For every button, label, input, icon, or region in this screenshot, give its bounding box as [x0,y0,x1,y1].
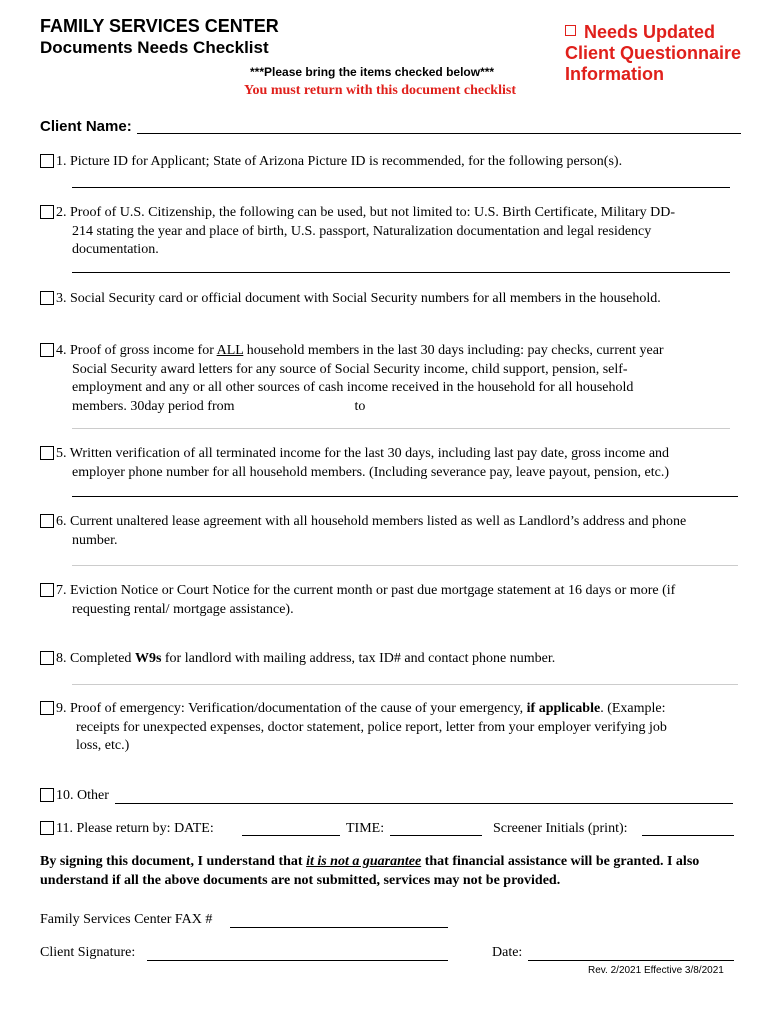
item-5-checkbox[interactable] [40,446,54,460]
needs-updated-line3: Information [565,64,664,84]
divider-6 [72,565,738,566]
signature-field[interactable] [147,960,448,961]
item-9-if-applicable: if applicable [526,701,601,716]
item-4-checkbox[interactable] [40,343,54,357]
item-5-line2: employer phone number for all household members. (Including severance pay, leave payout, pension, etc.) [72,464,670,480]
item-11-time-label: TIME: [346,821,385,836]
item-9-prefix: 9. Proof of emergency: Verification/documentation of the cause of your emergency, [56,701,527,716]
item-1-persons-field[interactable] [72,187,730,188]
item-3-checkbox[interactable] [40,291,54,305]
date-label: Date: [492,945,523,960]
item-11-screener-label: Screener Initials (print): [493,821,628,836]
item-7-line2: requesting rental/ mortgage assistance). [72,601,294,617]
needs-updated-checkbox[interactable] [565,25,576,36]
item-2-field[interactable] [72,272,730,273]
needs-updated-line1: Needs Updated [584,22,716,42]
item-6-checkbox[interactable] [40,514,54,528]
item-2-line3: documentation. [72,242,159,257]
item-9-suffix: . (Example: [600,701,666,716]
item-6-line2: number. [72,532,118,548]
divider-4 [72,428,730,429]
item-1-checkbox[interactable] [40,154,54,168]
return-date-field[interactable] [242,835,340,836]
item-8-suffix: for landlord with mailing address, tax ID# and contact phone number. [161,651,556,666]
bring-note: ***Please bring the items checked below*** [250,65,495,79]
item-2-line2: 214 stating the year and place of birth, U.S. passport, Naturalization documentation and legal residency [72,223,652,239]
item-2-checkbox[interactable] [40,205,54,219]
item-7-checkbox[interactable] [40,583,54,597]
item-11-label: 11. Please return by: DATE: [56,821,214,836]
item-8-w9s: W9s [134,651,162,666]
fax-field[interactable] [230,927,448,928]
item-7-line1: 7. Eviction Notice or Court Notice for the current month or past due mortgage statement at 16 days or more (if [56,583,676,598]
item-10-checkbox[interactable] [40,788,54,802]
form-title: FAMILY SERVICES CENTER [40,16,279,36]
acknowledgement-statement [40,853,740,890]
item-4-line3: employment and any or all other sources of cash income received in the household for all household [72,380,634,395]
return-time-field[interactable] [390,835,482,836]
divider-8 [72,684,738,685]
item-9-checkbox[interactable] [40,701,54,715]
item-9-line2: receipts for unexpected expenses, doctor statement, police report, letter from your employer verifying job [76,719,667,735]
item-8-checkbox[interactable] [40,651,54,665]
client-name-field[interactable] [137,133,741,134]
item-4-all: ALL [216,343,244,358]
item-9-line3: loss, etc.) [76,738,130,753]
item-11-checkbox[interactable] [40,821,54,835]
item-4-line2: Social Security award letters for any source of Social Security income, child support, pension, self- [72,361,628,377]
item-4-period-to: to [354,398,366,414]
item-6-line1: 6. Current unaltered lease agreement with all household members listed as well as Landlord’s address and phone [56,514,687,529]
return-note: You must return with this document checklist [244,83,516,98]
form-subtitle: Documents Needs Checklist [40,38,269,57]
item-1-text: 1. Picture ID for Applicant; State of Arizona Picture ID is recommended, for the following person(s). [56,154,623,169]
item-4-prefix: 4. Proof of gross income for [56,343,217,358]
item-10-other-field[interactable] [115,803,733,804]
date-field[interactable] [528,960,734,961]
item-4-suffix: household members in the last 30 days including: pay checks, current year [243,343,664,358]
item-5-field[interactable] [72,496,738,497]
statement-part1: By signing this document, I understand that [40,854,307,869]
item-2-line1: 2. Proof of U.S. Citizenship, the following can be used, but not limited to: U.S. Birth Certificate, Military DD- [56,205,676,220]
fax-label: Family Services Center FAX # [40,912,213,927]
item-5-line1: 5. Written verification of all terminated income for the last 30 days, including last pay date, gross income and [56,446,670,461]
item-4-period-from: members. 30day period from [72,398,235,414]
client-name-label: Client Name: [40,118,132,135]
item-8-prefix: 8. Completed [56,651,135,666]
needs-updated-line2: Client Questionnaire [565,43,742,63]
signature-label: Client Signature: [40,945,136,960]
screener-initials-field[interactable] [642,835,734,836]
item-10-text: 10. Other [56,788,109,803]
statement-part2: that financial assistance will be granted. I also understand if all the above documents are not submitted, services may not be provided. [40,854,700,888]
revision-note: Rev. 2/2021 Effective 3/8/2021 [588,965,724,976]
item-3-text: 3. Social Security card or official document with Social Security numbers for all members in the household. [56,291,661,306]
needs-updated-notice [565,22,765,85]
statement-emphasis: it is not a guarantee [306,854,422,869]
